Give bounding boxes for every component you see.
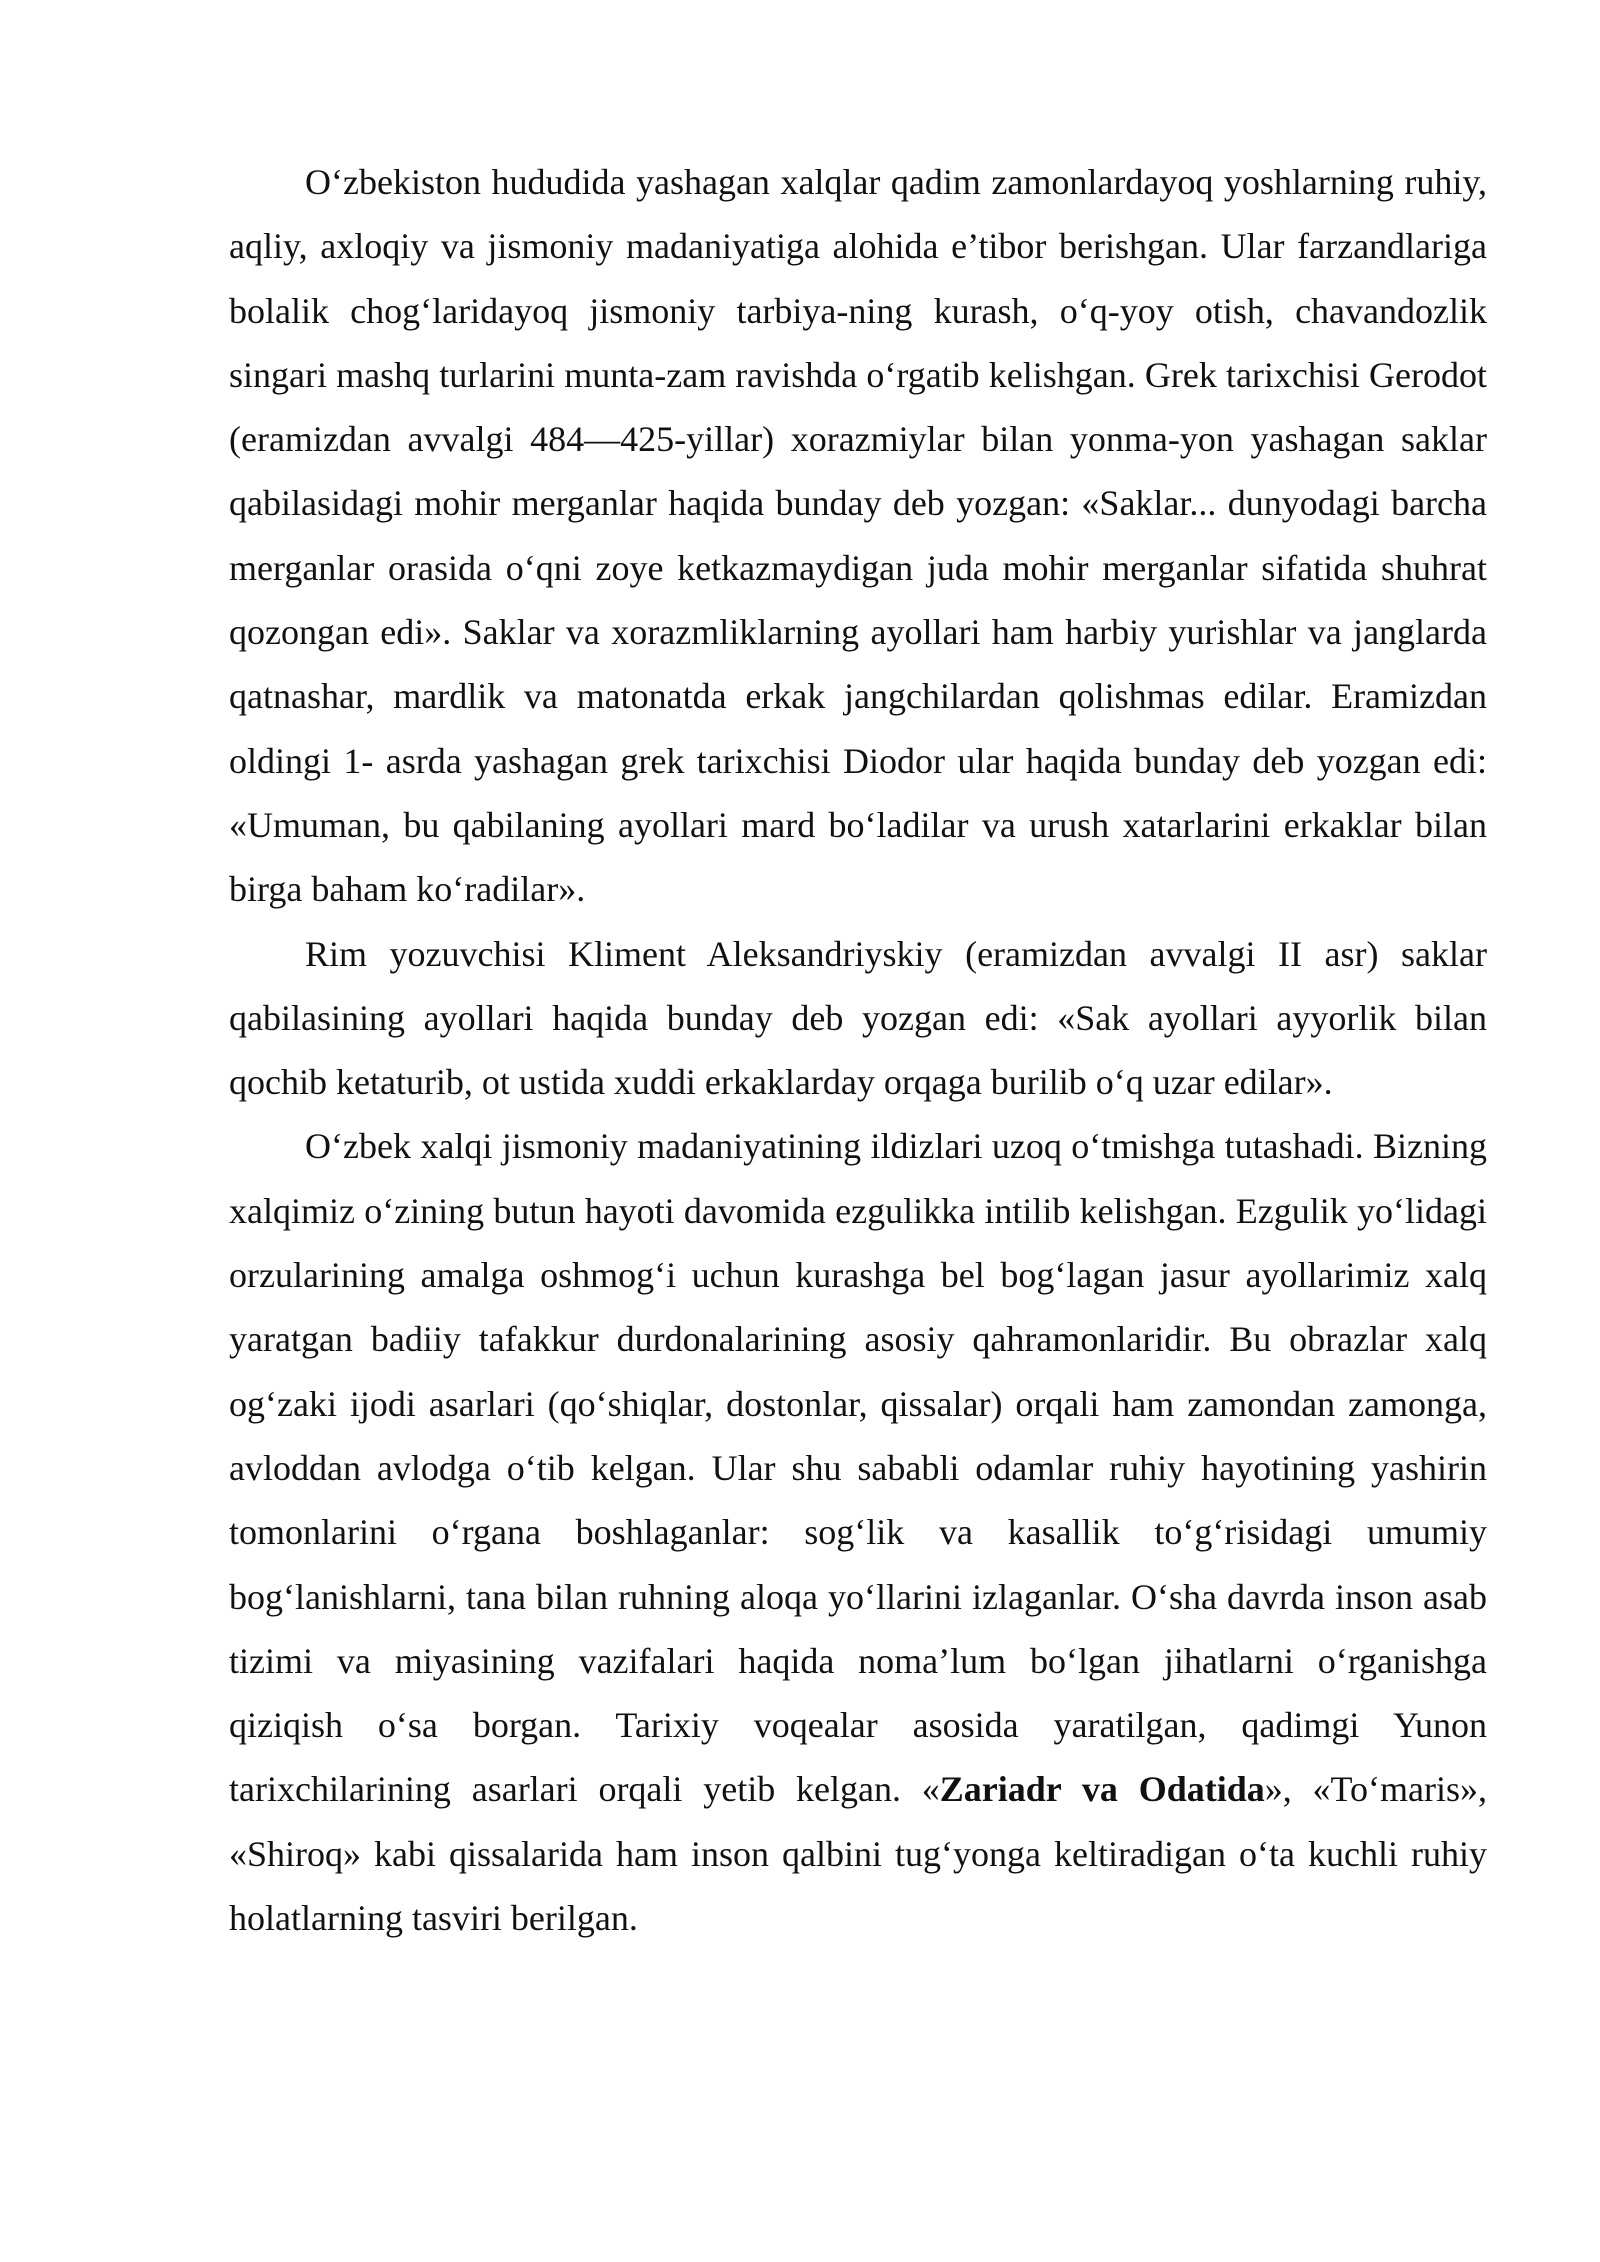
paragraph bbox=[229, 922, 1487, 1115]
paragraph-text-continued: », «To‘maris», «Shiroq» kabi qissalarida ham inson qalbini tug‘yonga keltiradigan o‘ta kuchli ruhiy holatlarning tasviri berilgan. bbox=[229, 1769, 1487, 1939]
paragraph bbox=[229, 1114, 1487, 1950]
bold-story-title: Zariadr va Odatida bbox=[939, 1769, 1265, 1810]
paragraph-text: O‘zbekiston hududida yashagan xalqlar qadim zamonlardayoq yoshlarning ruhiy, aqliy, axloqiy va jismoniy madaniyatiga alohida e’tibor berishgan. Ular farzandlariga bolalik chog‘laridayoq jismoniy tarbiya-ning kurash, o‘q-yoy otish, chavandozlik singari mashq turlarini munta-zam ravishda o‘rgatib kelishgan. Grek tarixchisi Gerodot (eramizdan avvalgi 484—425-yillar) xorazmiylar bilan yonma-yon yashagan saklar qabilasidagi mohir merganlar haqida bunday deb yozgan: «Saklar... dunyodagi barcha merganlar orasida o‘qni zoye ketkazmaydigan juda mohir merganlar sifatida shuhrat qozongan edi». Saklar va xorazmliklarning ayollari ham harbiy yurishlar va janglarda qatnashar, mardlik va matonatda erkak jangchilardan qolishmas edilar. Eramizdan oldingi 1- asrda yashagan grek tarixchisi Diodor ular haqida bunday deb yozgan edi: «Umuman, bu qabilaning ayollari mard bo‘ladilar va urush xatarlarini erkaklar bilan birga baham ko‘radilar». bbox=[229, 162, 1487, 910]
paragraph bbox=[229, 150, 1487, 922]
paragraph-text: O‘zbek xalqi jismoniy madaniyatining ildizlari uzoq o‘tmishga tutashadi. Bizning xalqimiz o‘zining butun hayoti davomida ezgulikka intilib kelishgan. Ezgulik yo‘lidagi orzularining amalga oshmog‘i uchun kurashga bel bog‘lagan jasur ayollarimiz xalq yaratgan badiiy tafakkur durdonalarining asosiy qahramonlaridir. Bu obrazlar xalq og‘zaki ijodi asarlari (qo‘shiqlar, dostonlar, qissalar) orqali ham zamondan zamonga, avloddan avlodga o‘tib kelgan. Ular shu sababli odamlar ruhiy hayotining yashirin tomonlarini o‘rgana boshlaganlar: sog‘lik va kasallik to‘g‘risidagi umumiy bog‘lanishlarni, tana bilan ruhning aloqa yo‘llarini izlaganlar. O‘sha davrda inson asab tizimi va miyasining vazifalari haqida noma’lum bo‘lgan jihatlarni o‘rganishga qiziqish o‘sa borgan. Tarixiy voqealar asosida yaratilgan, qadimgi Yunon tarixchilarining asarlari orqali yetib kelgan. « bbox=[229, 1126, 1487, 1810]
paragraph-text: Rim yozuvchisi Kliment Aleksandriyskiy (eramizdan avvalgi II asr) saklar qabilasining ayollari haqida bunday deb yozgan edi: «Sak ayollari ayyorlik bilan qochib ketaturib, ot ustida xuddi erkaklarday orqaga burilib o‘q uzar edilar». bbox=[229, 933, 1487, 1103]
document-page bbox=[229, 150, 1487, 1950]
